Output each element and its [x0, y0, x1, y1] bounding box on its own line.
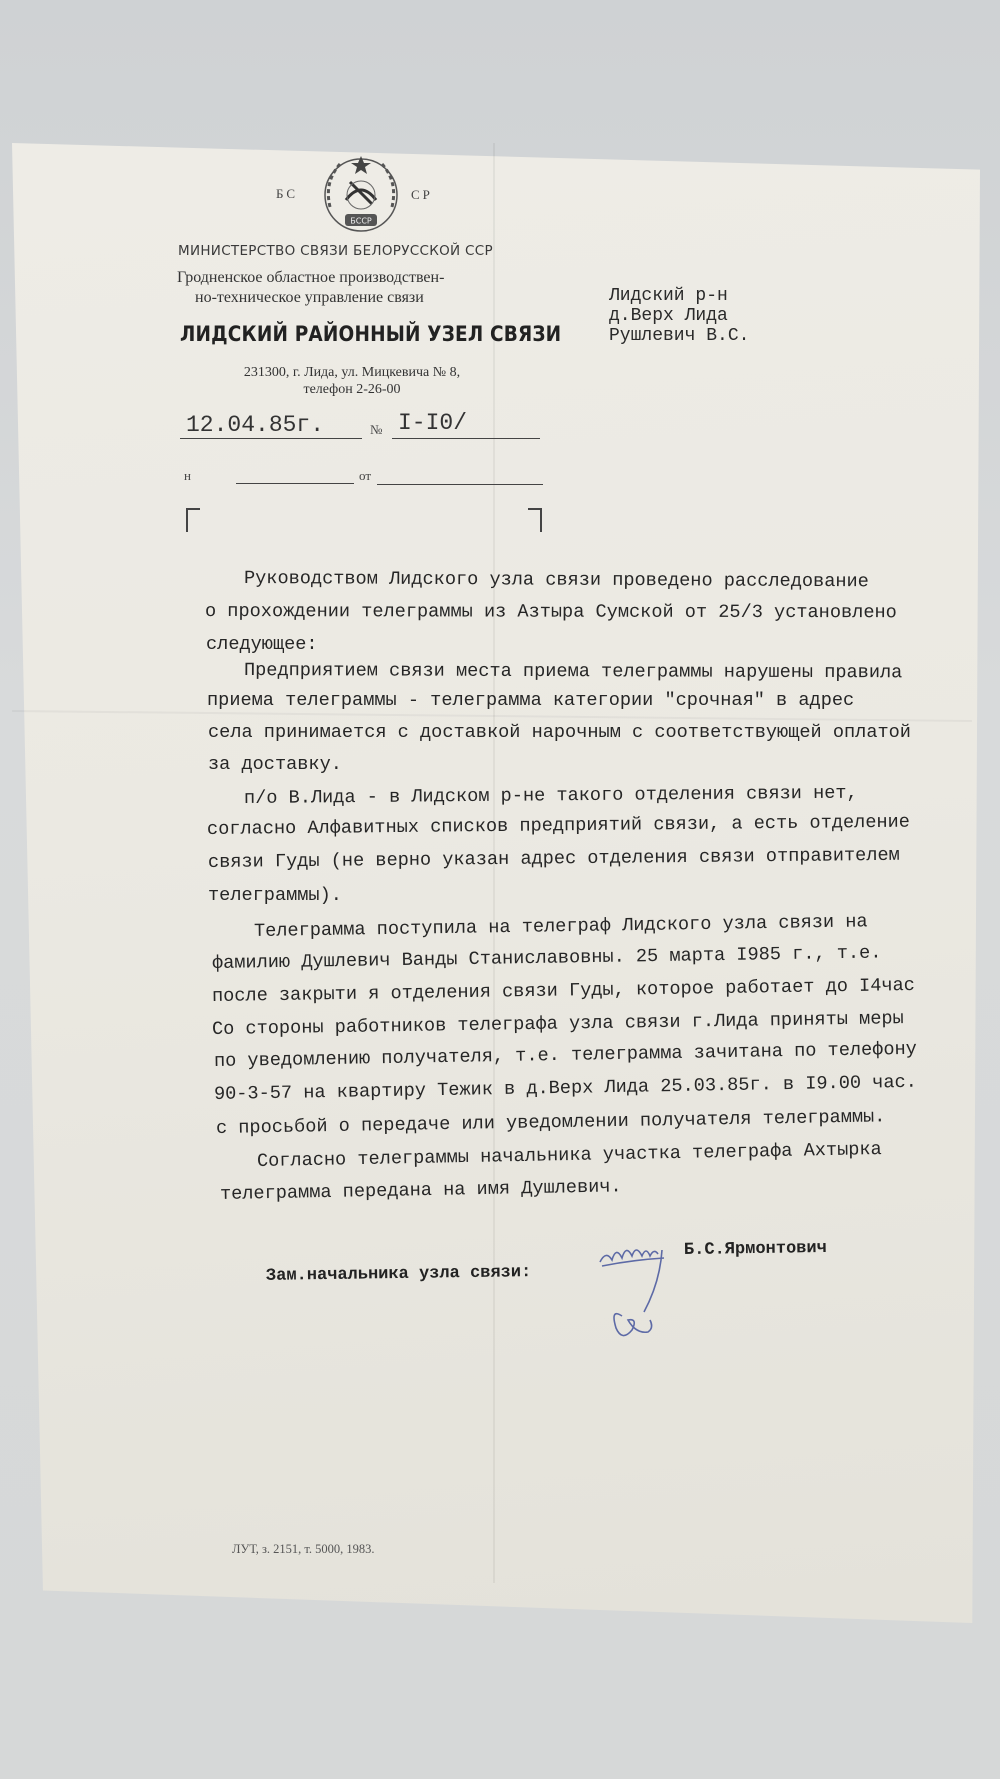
body-line: 90-3-57 на квартиру Тежик в д.Верх Лида 25.03.85г. в I9.00 час.	[213, 1071, 918, 1105]
letter-number: I-I0/	[398, 410, 468, 436]
body-line: о прохождении телеграммы из Азтыра Сумской от 25/3 установлено	[204, 601, 897, 624]
body-line: телеграмма передана на имя Душлевич.	[219, 1176, 622, 1205]
body-line: связи Гуды (не верно указан адрес отделения связи отправителем	[207, 844, 900, 873]
recipient-line-2: д.Верх Лида	[609, 306, 728, 326]
body-line: Согласно телеграммы начальника участка телеграфа Ахтырка	[256, 1139, 882, 1172]
body-line: за доставку.	[208, 754, 342, 775]
body-line: приема телеграммы - телеграмма категории "срочная" в адрес	[207, 690, 855, 711]
from-label: от	[359, 468, 372, 483]
address-line-1: 231300, г. Лида, ул. Мицкевича № 8,	[243, 365, 461, 380]
body-line: телеграммы).	[208, 885, 342, 906]
recipient-line-1: Лидский р-н	[609, 286, 728, 306]
body-line: согласно Алфавитных списков предприятий связи, а есть отделение	[206, 811, 911, 840]
organization-title: ЛИДСКИЙ РАЙОННЫЙ УЗЕЛ СВЯЗИ	[180, 322, 562, 346]
signatory-title: Зам.начальника узла связи:	[265, 1263, 532, 1286]
body-line: села принимается с доставкой нарочным с соответствующей оплатой	[208, 722, 911, 743]
body-line: с просьбой о передаче или уведомлении получателя телеграммы.	[215, 1106, 886, 1139]
body-line: следующее:	[206, 634, 318, 655]
ministry-name: МИНИСТЕРСТВО СВЯЗИ БЕЛОРУССКОЙ ССР	[178, 243, 493, 259]
body-line: после закрыти я отделения связи Гуды, которое работает до I4час	[211, 974, 916, 1007]
handwritten-signature-icon	[592, 1232, 702, 1352]
emblem-label: БССР	[350, 216, 372, 226]
body-line: Предприятием связи места приема телеграммы нарушены правила	[243, 660, 903, 684]
department-line-2: но-техническое управление связи	[195, 289, 424, 306]
address-line-2: телефон 2-26-00	[303, 382, 401, 397]
body-line: по уведомлению получателя, т.е. телеграмма зачитана по телефону	[213, 1038, 918, 1072]
print-info: ЛУТ, з. 2151, т. 5000, 1983.	[232, 1542, 375, 1556]
body-line: п/о В.Лида - в Лидском р-не такого отделения связи нет,	[243, 782, 858, 809]
bssr-right-abbr: СР	[411, 187, 433, 202]
bssr-left-abbr: БС	[276, 186, 299, 201]
on-label: н	[184, 468, 191, 483]
signatory-name: Б.С.Ярмонтович	[683, 1239, 827, 1260]
department-line-1: Гродненское областное производствен-	[177, 269, 445, 286]
number-sign: №	[370, 422, 383, 437]
body-line: Телеграмма поступила на телеграф Лидского узла связи на	[253, 911, 868, 942]
body-line: фамилию Душлевич Ванды Станиславовны. 25 марта I985 г., т.е.	[211, 942, 882, 974]
body-line: Со стороны работников телеграфа узла связи г.Лида приняты меры	[211, 1008, 904, 1040]
body-line: Руководством Лидского узла связи проведено расследование	[243, 568, 869, 593]
recipient-line-3: Рушлевич В.С.	[609, 326, 750, 346]
letter-date: 12.04.85г.	[186, 412, 325, 438]
